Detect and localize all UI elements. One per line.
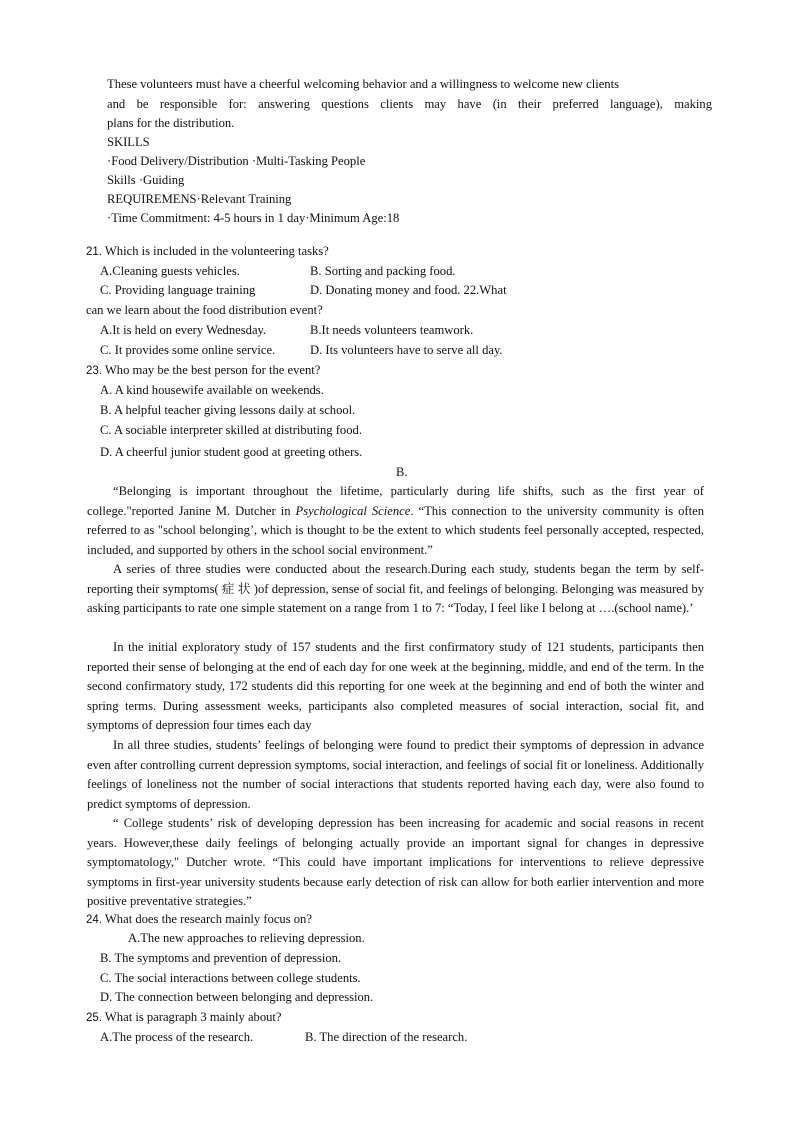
question-number: 24. xyxy=(86,914,102,926)
skills-line-1: ·Food Delivery/Distribution ·Multi-Tasking People xyxy=(107,154,366,168)
option-24-a: A.The new approaches to relieving depression. xyxy=(128,931,365,945)
question-number: 21. xyxy=(86,246,102,258)
option-23-d: D. A cheerful junior student good at greeting others. xyxy=(100,445,363,459)
passage-a-line-1: These volunteers must have a cheerful welcoming behavior and a willingness to welcome new clients xyxy=(107,77,619,91)
option-24-c: C. The social interactions between college students. xyxy=(100,971,361,985)
paragraph-1-text-a: “Belonging is important throughout the lifetime, particularly during life shifts, such as the first year of college."reported Janine M. Dutcher in xyxy=(87,484,704,518)
paragraph-5: “ College students’ risk of developing depression has been increasing for academic and social reasons in recent years. However,these daily feelings of belonging actually provide an important signal for changes in depressive symptomatology," Dutcher wrote. “This could have important implications for interventions to relieve depressive symptoms in first-year university students because early detection of risk can allow for both earlier intervention and more positive preventative strategies.” xyxy=(87,816,704,909)
question-number: 23. xyxy=(86,365,102,377)
option-21-c: C. Providing language training xyxy=(100,283,256,297)
skills-line-2: Skills ·Guiding xyxy=(107,173,185,187)
option-23-a: A. A kind housewife available on weekends. xyxy=(100,383,324,397)
option-22-a: A.It is held on every Wednesday. xyxy=(100,323,267,337)
paragraph-1-text-b: . “This connection to the university community is often referred to as "school belonging’, which is thought to be the extent to which students feel personally accepted, respected, included, and supported by others in the school social environment.” xyxy=(87,503,704,557)
question-23 xyxy=(86,362,320,379)
option-25-b: B. The direction of the research. xyxy=(305,1030,468,1044)
question-stem: What does the research mainly focus on? xyxy=(102,912,312,926)
option-21-a: A.Cleaning guests vehicles. xyxy=(100,264,240,278)
time-commitment-line: ·Time Commitment: 4-5 hours in 1 day·Minimum Age:18 xyxy=(107,211,400,225)
option-21-d: D. Donating money and food. 22.What xyxy=(310,283,507,297)
requirements-line: REQUIREMENS·Relevant Training xyxy=(107,192,292,206)
option-24-b: B. The symptoms and prevention of depression. xyxy=(100,951,342,965)
paragraph-4: In all three studies, students’ feelings of belonging were found to predict their symptoms of depression in advance even after controlling current depression symptoms, social interaction, and feelings of social fit or loneliness. Additionally feelings of loneliness not the number of social interactions that students reported having each day, were also found to predict symptoms of depression. xyxy=(87,738,704,811)
question-stem: What is paragraph 3 mainly about? xyxy=(102,1010,282,1024)
option-22-b: B.It needs volunteers teamwork. xyxy=(310,323,474,337)
option-23-c: C. A sociable interpreter skilled at distributing food. xyxy=(100,423,362,437)
paragraph-2: A series of three studies were conducted about the research.During each study, students began the term by self-reporting their symptoms( 症 状 )of depression, sense of social fit, and feelings of belonging. Belonging was measured by asking participants to rate one simple statement on a range from 1 to 7: “Today, I feel like I belong at ….(school name).’ xyxy=(87,562,704,616)
section-b-label: B. xyxy=(396,465,408,479)
option-22-c: C. It provides some online service. xyxy=(100,343,276,357)
question-stem: Which is included in the volunteering tasks? xyxy=(102,244,329,258)
question-22-stem: can we learn about the food distribution event? xyxy=(86,303,323,317)
question-24 xyxy=(86,911,312,928)
question-21 xyxy=(86,243,329,260)
option-24-d: D. The connection between belonging and depression. xyxy=(100,990,374,1004)
option-23-b: B. A helpful teacher giving lessons daily at school. xyxy=(100,403,356,417)
paragraph-1 xyxy=(87,482,704,560)
option-22-d: D. Its volunteers have to serve all day. xyxy=(310,343,503,357)
option-25-a: A.The process of the research. xyxy=(100,1030,254,1044)
option-21-b: B. Sorting and packing food. xyxy=(310,264,456,278)
passage-a-line-2: and be responsible for: answering questions clients may have (in their preferred language), making xyxy=(107,97,712,111)
paragraph-3: In the initial exploratory study of 157 students and the first confirmatory study of 121 students, participants then reported their sense of belonging at the end of each day for one week at the beginning, middle, and end of the term. In the second confirmatory study, 172 students did this reporting for one week at the beginning and end of both the winter and spring terms. During assessment weeks, participants also completed measures of social interaction, social fit, and symptoms of depression four times each day xyxy=(87,640,704,733)
question-number: 25. xyxy=(86,1012,102,1024)
skills-heading: SKILLS xyxy=(107,135,150,149)
question-stem: Who may be the best person for the event? xyxy=(102,363,321,377)
journal-title: Psychological Science xyxy=(295,503,411,518)
question-25 xyxy=(86,1009,282,1026)
passage-a-line-3: plans for the distribution. xyxy=(107,116,235,130)
